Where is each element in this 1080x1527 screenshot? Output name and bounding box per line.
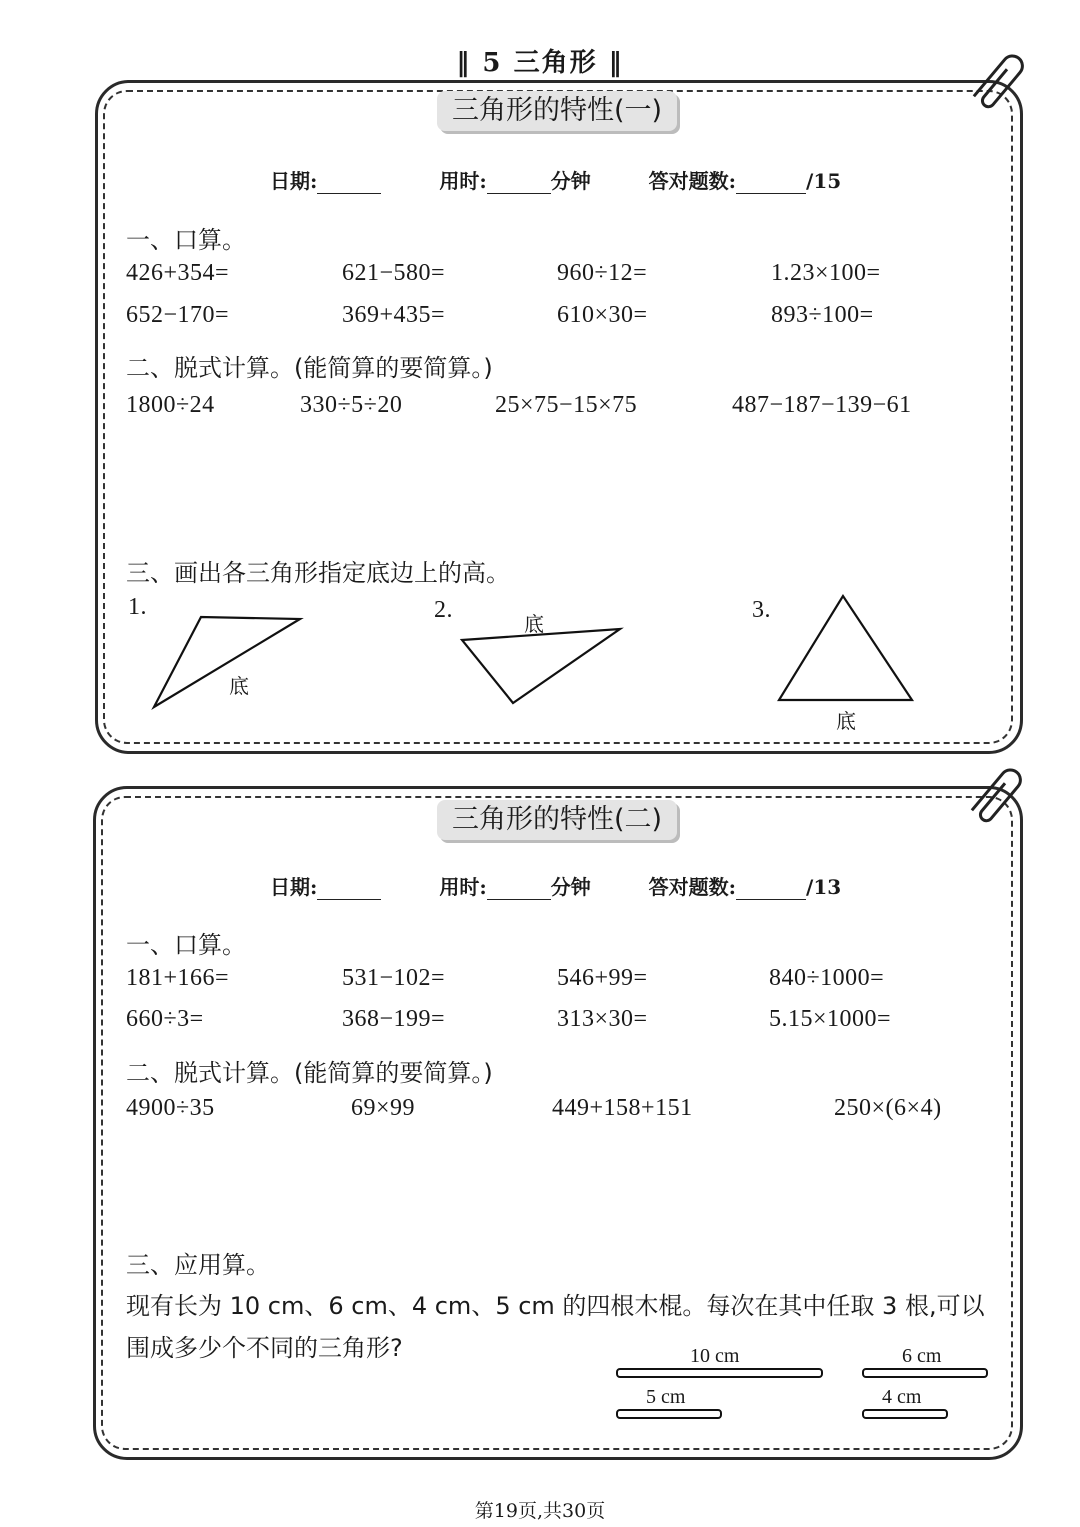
card-2-section-oral: 一、口算。 (126, 931, 246, 959)
card-2-section-stepwise: 二、脱式计算。(能简算的要简算。) (126, 1059, 493, 1087)
date-label: 日期: (270, 169, 318, 193)
oral-expr: 1.23×100= (771, 260, 881, 286)
correct-label: 答对题数: (648, 169, 737, 193)
oral-expr: 5.15×1000= (769, 1006, 892, 1032)
application-problem-line-2: 围成多少个不同的三角形? (126, 1334, 403, 1362)
card-1-section-stepwise: 二、脱式计算。(能简算的要简算。) (126, 354, 493, 382)
stepwise-expr: 69×99 (351, 1095, 416, 1121)
oral-expr: 369+435= (342, 302, 446, 328)
oral-expr: 840÷1000= (769, 965, 885, 991)
stepwise-expr: 25×75−15×75 (495, 392, 638, 418)
oral-expr: 621−580= (342, 260, 446, 286)
triangle-1-number: 1. (128, 594, 147, 620)
chapter-header: ‖ 5 三角形 ‖ (456, 48, 624, 78)
oral-expr: 531−102= (342, 965, 446, 991)
triangle-1-base-label: 底 (229, 674, 249, 698)
stick-10cm-label: 10 cm (690, 1345, 740, 1367)
card-2-title: 三角形的特性(二) (437, 800, 677, 840)
oral-expr: 960÷12= (557, 260, 648, 286)
card-1-section-oral: 一、口算。 (126, 226, 246, 254)
oral-expr: 610×30= (557, 302, 648, 328)
page-footer: 第19页,共30页 (474, 1500, 606, 1522)
oral-expr: 546+99= (557, 965, 648, 991)
stepwise-expr: 4900÷35 (126, 1095, 215, 1121)
stepwise-expr: 487−187−139−61 (732, 392, 912, 418)
card-1-section-triangles: 三、画出各三角形指定底边上的高。 (126, 559, 510, 587)
triangle-2-number: 2. (434, 597, 453, 623)
correct-label: 答对题数: (648, 875, 737, 899)
oral-expr: 893÷100= (771, 302, 874, 328)
stick-5cm (617, 1410, 721, 1418)
stick-4cm-label: 4 cm (882, 1386, 922, 1408)
paperclip-1-icon (974, 52, 1027, 109)
triangle-3 (779, 596, 912, 700)
time-label: 用时: (439, 169, 487, 193)
triangle-3-number: 3. (752, 597, 771, 623)
triangle-2 (462, 629, 620, 703)
triangle-2-base-label: 底 (524, 612, 544, 636)
stepwise-expr: 250×(6×4) (834, 1095, 942, 1121)
triangle-3-base-label: 底 (836, 709, 856, 733)
triangle-1 (154, 617, 300, 707)
oral-expr: 368−199= (342, 1006, 446, 1032)
stepwise-expr: 449+158+151 (552, 1095, 693, 1121)
card-2-section-application: 三、应用算。 (126, 1251, 270, 1279)
stick-6cm-label: 6 cm (902, 1345, 942, 1367)
oral-expr: 660÷3= (126, 1006, 204, 1032)
oral-expr: 313×30= (557, 1006, 648, 1032)
card-1-title: 三角形的特性(一) (437, 91, 677, 131)
stick-6cm (863, 1369, 987, 1377)
date-label: 日期: (270, 875, 318, 899)
stick-10cm (617, 1369, 822, 1377)
correct-total: /15 (806, 169, 842, 193)
time-unit: 分钟 (550, 169, 591, 193)
correct-total: /13 (806, 875, 842, 899)
oral-expr: 426+354= (126, 260, 230, 286)
stepwise-expr: 1800÷24 (126, 392, 215, 418)
application-problem-line-1: 现有长为 10 cm、6 cm、4 cm、5 cm 的四根木棍。每次在其中任取 3 根,可以 (126, 1292, 985, 1320)
oral-expr: 652−170= (126, 302, 230, 328)
time-label: 用时: (439, 875, 487, 899)
stick-4cm (863, 1410, 947, 1418)
stepwise-expr: 330÷5÷20 (300, 392, 403, 418)
oral-expr: 181+166= (126, 965, 230, 991)
time-unit: 分钟 (550, 875, 591, 899)
paperclip-2-icon (972, 766, 1025, 823)
stick-5cm-label: 5 cm (646, 1386, 686, 1408)
